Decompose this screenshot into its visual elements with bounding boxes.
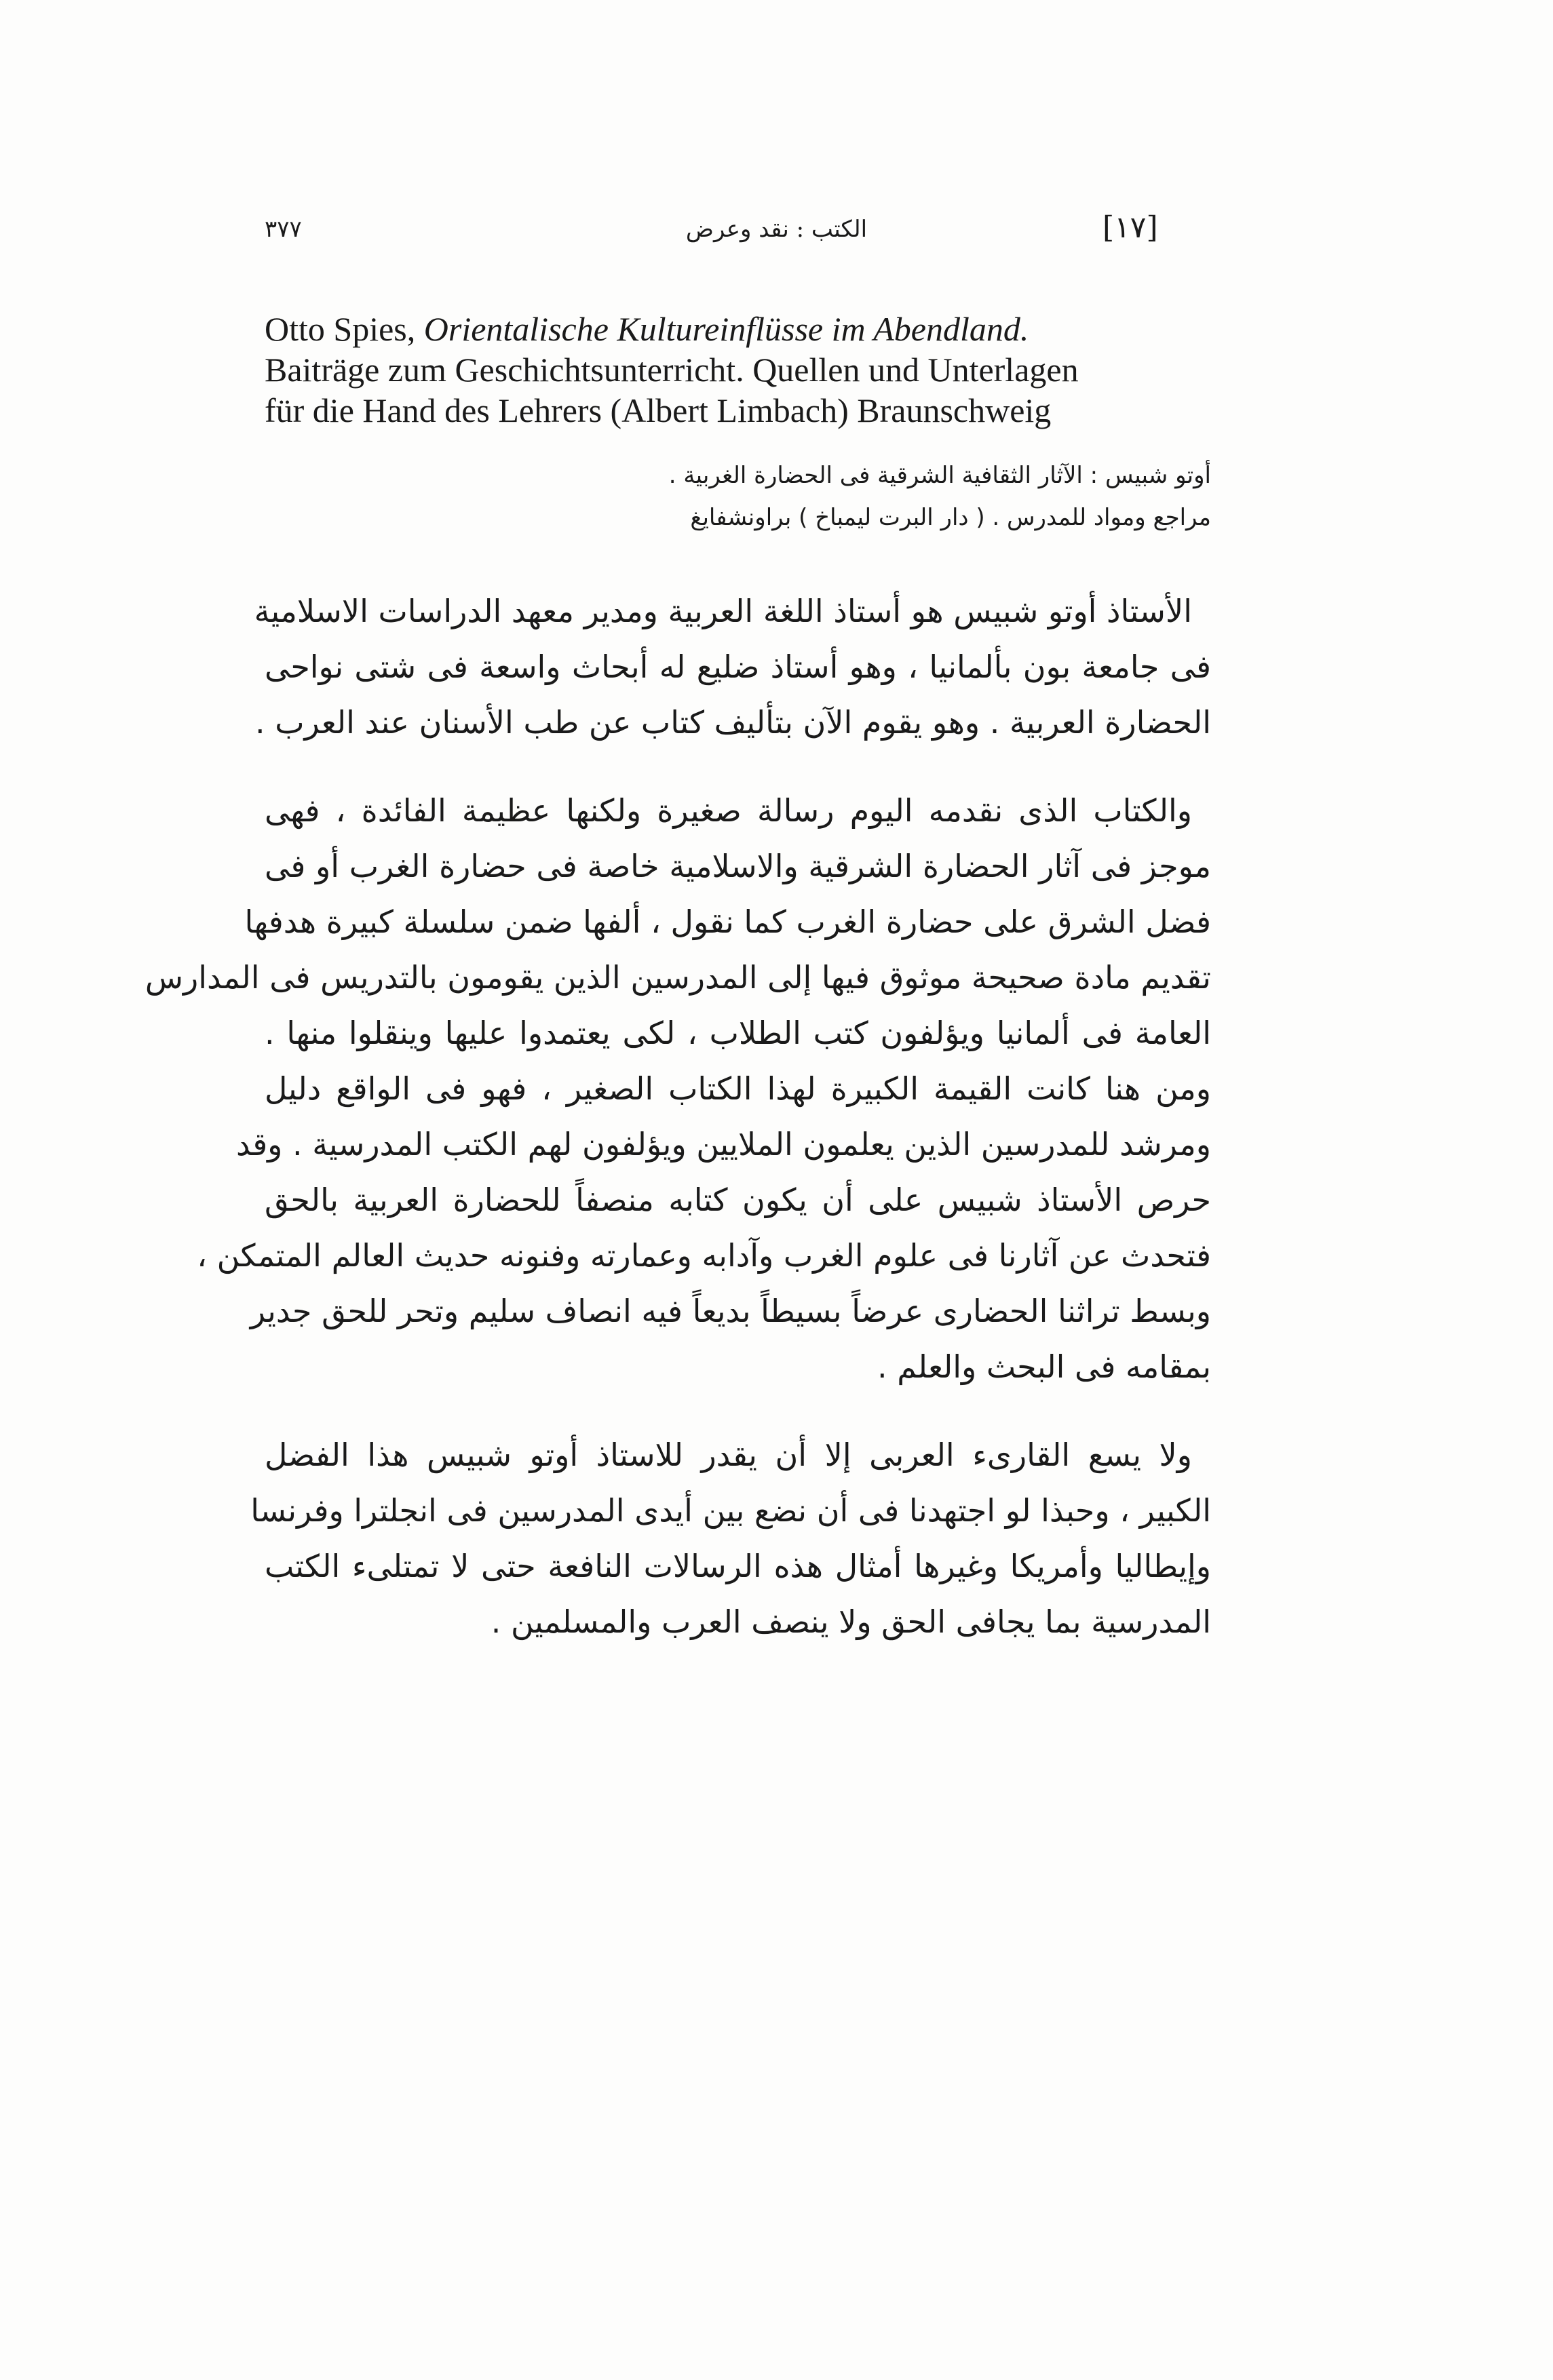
article-body	[145, 583, 1211, 1682]
text-line: بمقامه فى البحث والعلم .	[877, 1348, 1211, 1385]
reference-arabic-line: أوتو شبيس : الآثار الثقافية الشرقية فى الحضارة الغربية .	[668, 462, 1211, 489]
text-line: فى جامعة بون بألمانيا ، وهو أستاذ ضليع له أبحاث واسعة فى شتى نواحى	[265, 648, 1211, 685]
running-title: الكتب : نقد وعرض	[685, 216, 868, 243]
text-line: وبسط تراثنا الحضارى عرضاً بسيطاً بديعاً فيه انصاف سليم وتحر للحق جدير	[250, 1293, 1211, 1329]
text-line: تقديم مادة صحيحة موثوق فيها إلى المدرسين الذين يقومون بالتدريس فى المدارس	[145, 959, 1211, 996]
text-line: العامة فى ألمانيا ويؤلفون كتب الطلاب ، لكى يعتمدوا عليها وينقلوا منها .	[265, 1015, 1211, 1051]
text-line: الأستاذ أوتو شبيس هو أستاذ اللغة العربية ومدير معهد الدراسات الاسلامية	[254, 593, 1192, 629]
text-line: ومرشد للمدرسين الذين يعلمون الملايين ويؤلفون لهم الكتب المدرسية . وقد	[236, 1126, 1211, 1163]
text-line: حرص الأستاذ شبيس على أن يكون كتابه منصفاً للحضارة العربية بالحق	[265, 1182, 1211, 1218]
text-line: الحضارة العربية . وهو يقوم الآن بتأليف كتاب عن طب الأسنان عند العرب .	[254, 704, 1211, 741]
text-line: الكبير ، وحبذا لو اجتهدنا فى أن نضع بين أيدى المدرسين فى انجلترا وفرنسا	[250, 1492, 1211, 1529]
paragraph	[254, 583, 1211, 750]
text-line: ولا يسع القارىء العربى إلا أن يقدر للاستاذ أوتو شبيس هذا الفضل	[265, 1437, 1192, 1473]
text-line: فتحدث عن آثارنا فى علوم الغرب وآدابه وعمارته وفنونه حديث العالم المتمكن ،	[197, 1237, 1211, 1274]
reference-arabic	[543, 454, 1211, 539]
text-line: فضل الشرق على حضارة الغرب كما نقول ، ألفها ضمن سلسلة كبيرة هدفها	[244, 903, 1211, 940]
reference-latin-line: Baiträge zum Geschichtsunterricht. Quellen und Unterlagen	[265, 351, 1079, 389]
reference-arabic-line: مراجع ومواد للمدرس . ( دار البرت ليمباخ ) براونشفايغ	[690, 504, 1211, 531]
text-line: المدرسية بما يجافى الحق ولا ينصف العرب والمسلمين .	[491, 1603, 1211, 1640]
paragraph	[145, 783, 1211, 1394]
text-line: والكتاب الذى نقدمه اليوم رسالة صغيرة ولكنها عظيمة الفائدة ، فهى	[265, 792, 1192, 829]
text-line: ومن هنا كانت القيمة الكبيرة لهذا الكتاب الصغير ، فهو فى الواقع دليل	[265, 1070, 1211, 1107]
reference-latin	[265, 309, 1214, 431]
paragraph	[250, 1427, 1211, 1650]
page-number: ٣٧٧	[265, 216, 302, 243]
section-number: [١٧]	[1103, 210, 1158, 245]
text-line: موجز فى آثار الحضارة الشرقية والاسلامية خاصة فى حضارة الغرب أو فى	[265, 848, 1211, 884]
reference-latin-line: Otto Spies, Orientalische Kultureinflüsse im Abendland.	[265, 310, 1029, 348]
reference-latin-line: für die Hand des Lehrers (Albert Limbach) Braunschweig	[265, 391, 1052, 429]
text-line: وإيطاليا وأمريكا وغيرها أمثال هذه الرسالات النافعة حتى لا تمتلىء الكتب	[265, 1548, 1211, 1584]
